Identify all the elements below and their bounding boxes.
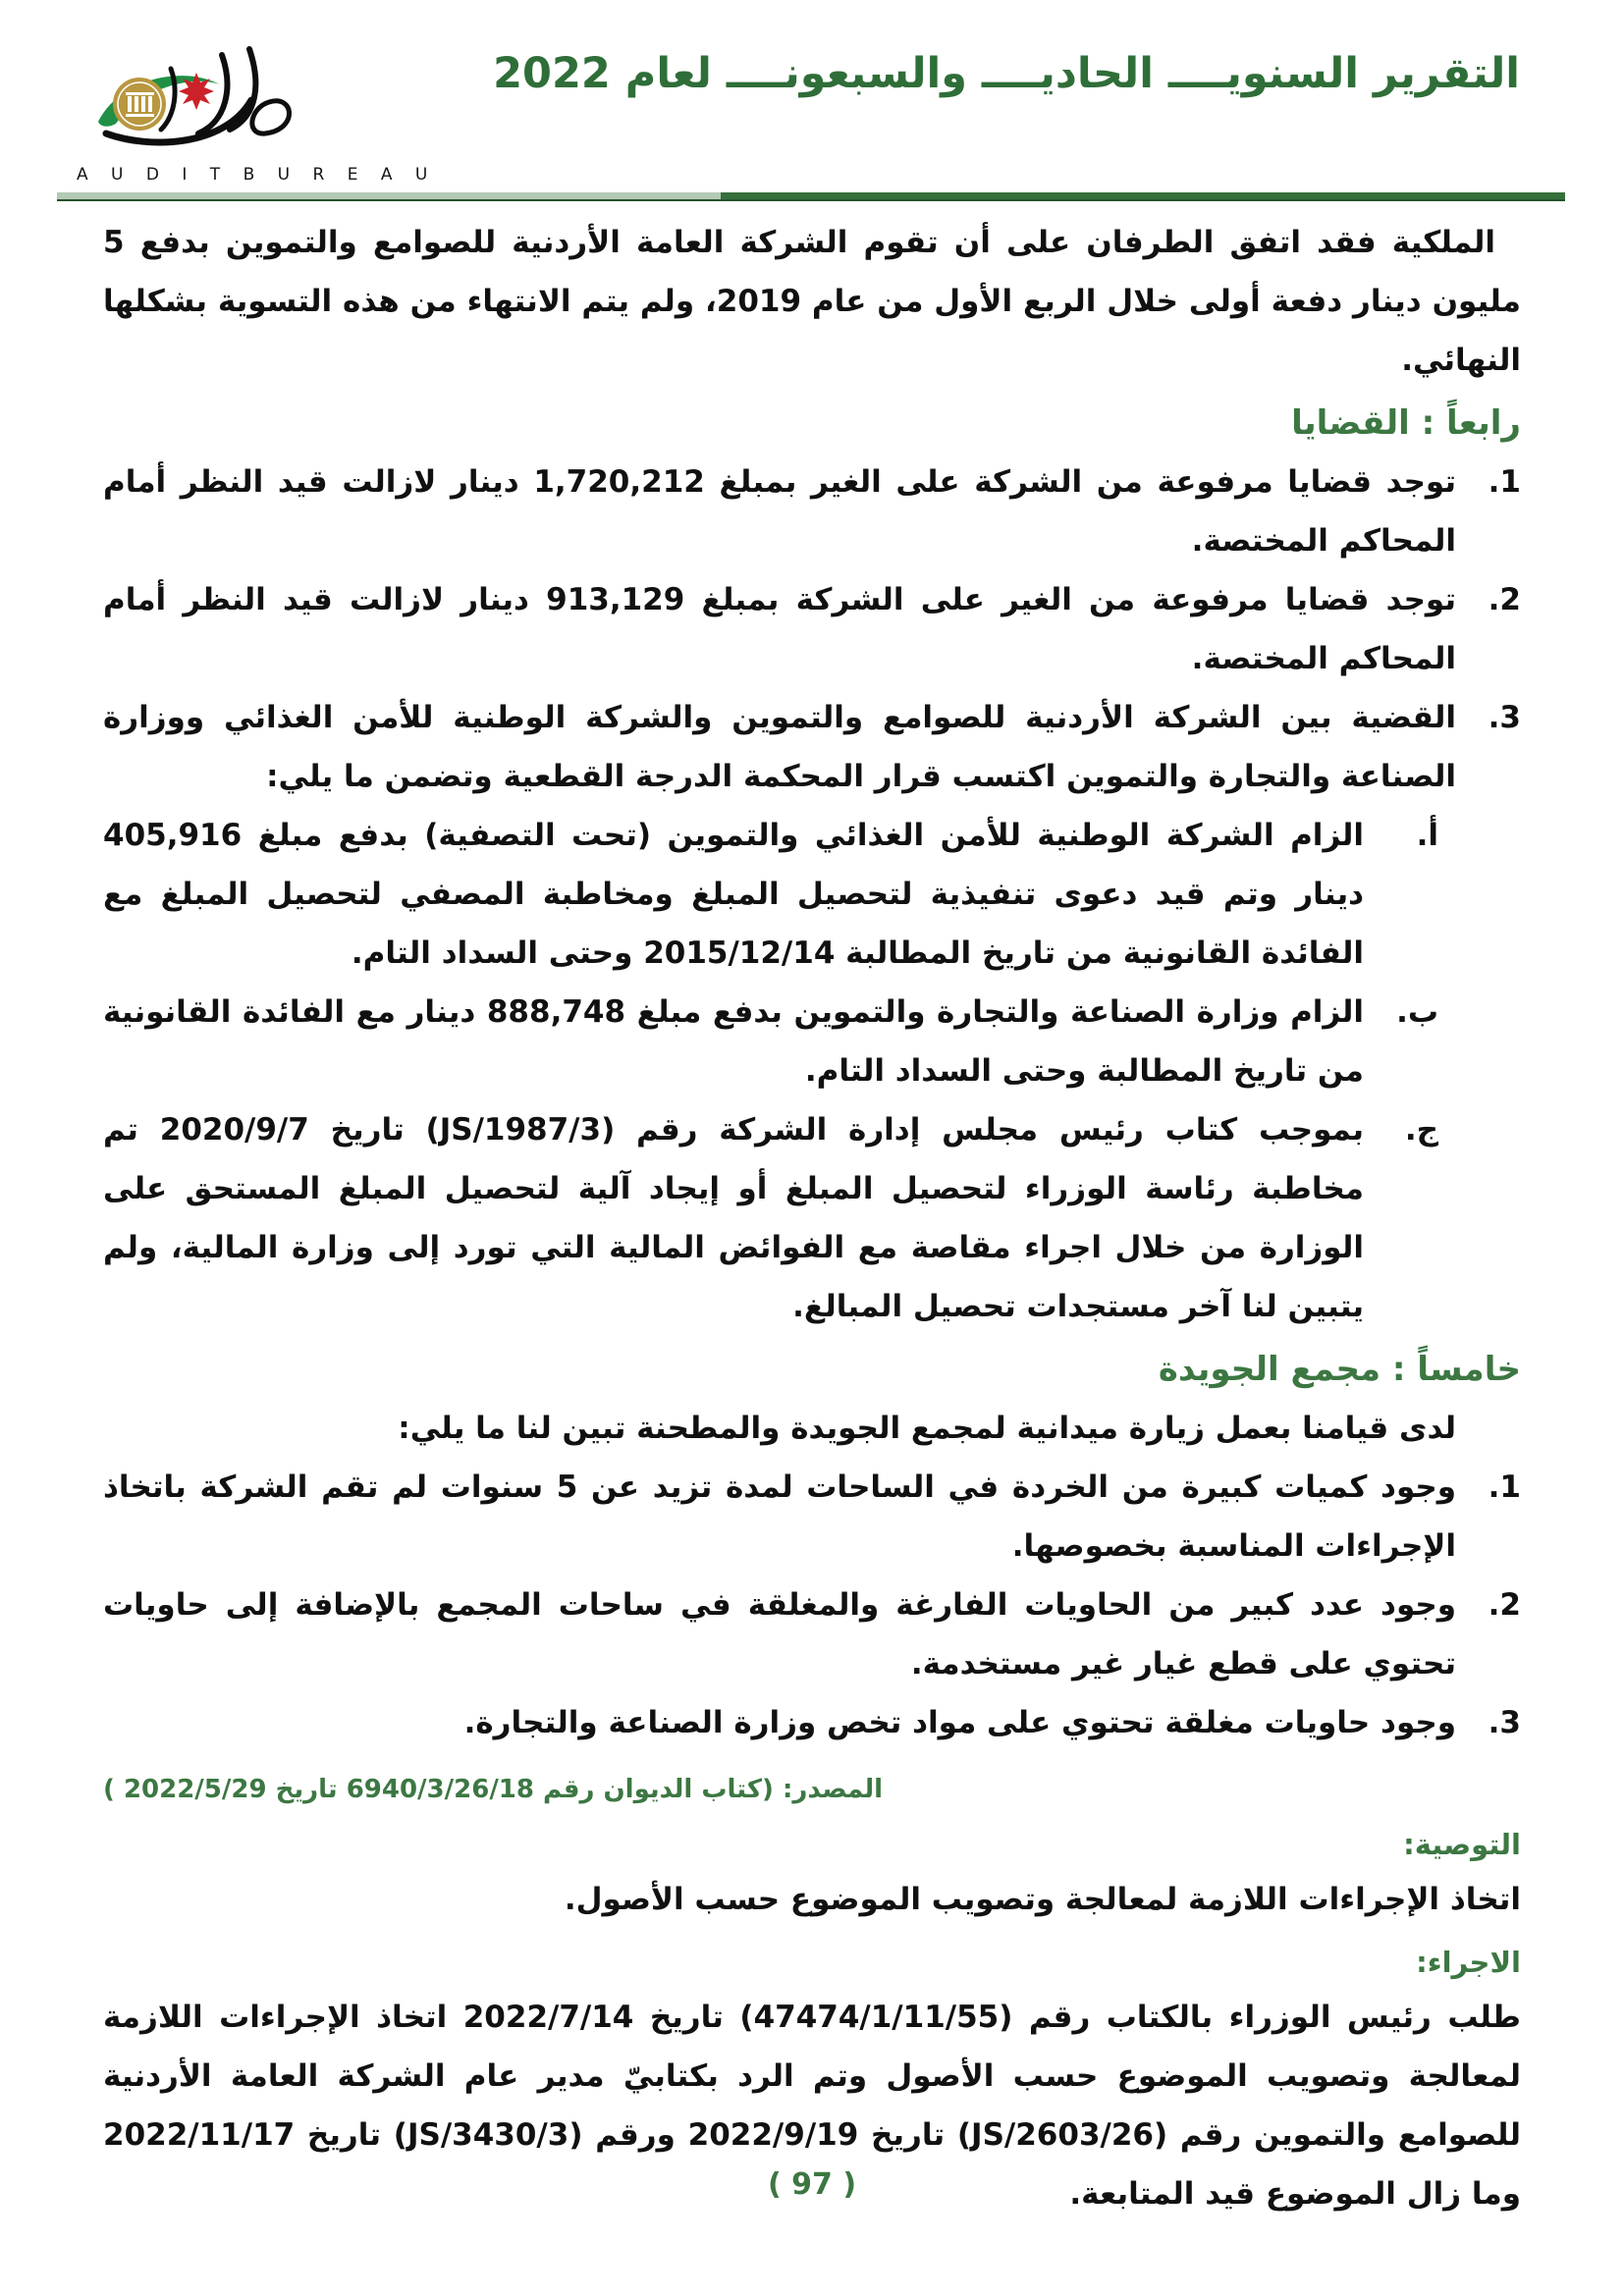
recommendation-text: اتخاذ الإجراءات اللازمة لمعالجة وتصويب الموضوع حسب الأصول. — [564, 1882, 1521, 1917]
list-item — [103, 453, 1521, 570]
logo-gold-seal — [113, 78, 166, 131]
sub-list-item-text: الزام وزارة الصناعة والتجارة والتموين بدفع مبلغ 888,748 دينار مع الفائدة القانونية من تاريخ المطالبة وحتى السداد التام. — [103, 994, 1364, 1089]
list-item-text: القضية بين الشركة الأردنية للصوامع والتموين والشركة الوطنية للأمن الغذائي ووزارة الصناعة والتجارة والتموين اكتسب قرار المحكمة الدرجة القطعية وتضمن ما يلي: — [103, 700, 1456, 794]
list-item-text: توجد قضايا مرفوعة من الشركة على الغير بمبلغ 1,720,212 دينار لازالت قيد النظر أمام المحاكم المختصة. — [103, 464, 1457, 559]
list-item-marker: 1. — [1488, 464, 1521, 500]
section-heading-juwaideh-complex: خامساً : مجمع الجويدة — [1158, 1350, 1521, 1389]
list-item — [103, 688, 1521, 806]
list-item-marker: 1. — [1488, 1469, 1521, 1505]
report-title: التقرير السنويــــ الحاديــــ والسبعونــــ لعام 2022 — [493, 49, 1520, 98]
cases-list — [103, 453, 1521, 1336]
header-divider-rule — [57, 192, 1565, 201]
list-item — [103, 1458, 1521, 1575]
list-item-marker: 2. — [1488, 1587, 1521, 1623]
sub-list-item — [103, 1100, 1438, 1336]
list-item — [103, 1575, 1521, 1693]
section-heading-cases: رابعاً : القضايا — [1291, 403, 1521, 443]
list-item-text: وجود كميات كبيرة من الخردة في الساحات لمدة تزيد عن 5 سنوات لم تقم الشركة باتخاذ الإجراءات المناسبة بخصوصها. — [103, 1469, 1457, 1564]
list-item-marker: 3. — [1488, 1705, 1521, 1740]
list-item — [103, 1693, 1521, 1752]
list-item-text: توجد قضايا مرفوعة من الغير على الشركة بمبلغ 913,129 دينار لازالت قيد النظر أمام المحاكم المختصة. — [103, 582, 1456, 676]
cases-sub-list — [103, 806, 1521, 1336]
sub-list-item-marker: ب. — [1396, 994, 1438, 1030]
logo-graphic — [77, 39, 312, 159]
action-heading: الاجراء: — [1416, 1946, 1521, 1979]
logo-english-text: A U D I T B U R E A U — [77, 165, 437, 185]
page-number: ( 97 ) — [767, 2167, 857, 2202]
sub-list-item-marker: أ. — [1416, 818, 1438, 853]
action-text: طلب رئيس الوزراء بالكتاب رقم (47474/1/11/55) تاريخ 2022/7/14 اتخاذ الإجراءات اللازمة لمعالجة وتصويب الموضوع حسب الأصول وتم الرد بكتابيّ مدير عام الشركة العامة الأردنية للصوامع والتموين رقم (2603/26/JS) تاريخ 2022/9/19 ورقم (3430/3/JS) تاريخ 2022/11/17 وما زال الموضوع قيد المتابعة. — [103, 2000, 1521, 2212]
sub-list-item-marker: ج. — [1404, 1112, 1438, 1148]
page-header — [0, 0, 1624, 192]
list-item-text: وجود حاويات مغلقة تحتوي على مواد تخص وزارة الصناعة والتجارة. — [463, 1705, 1456, 1740]
list-item — [103, 570, 1521, 688]
sub-list-item — [103, 983, 1438, 1100]
field-visit-intro: لدى قيامنا بعمل زيارة ميدانية لمجمع الجويدة والمطحنة تبين لنا ما يلي: — [398, 1411, 1456, 1446]
page-content — [0, 201, 1624, 2223]
list-item-text: وجود عدد كبير من الحاويات الفارغة والمغلقة في ساحات المجمع بالإضافة إلى حاويات تحتوي على قطع غيار غير مستخدمة. — [103, 1587, 1456, 1682]
sub-list-item-text: بموجب كتاب رئيس مجلس إدارة الشركة رقم (1987/3/JS) تاريخ 2020/9/7 تم مخاطبة رئاسة الوزراء لتحصيل المبلغ أو إيجاد آلية لتحصيل المبلغ المستحق على الوزارة من خلال اجراء مقاصة مع الفوائض المالية التي تورد إلى وزارة المالية، ولم يتبين لنا آخر مستجدات تحصيل المبالغ. — [103, 1112, 1364, 1324]
list-item-marker: 3. — [1488, 700, 1521, 735]
recommendation-heading: التوصية: — [1403, 1828, 1521, 1861]
sub-list-item-text: الزام الشركة الوطنية للأمن الغذائي والتموين (تحت التصفية) بدفع مبلغ 405,916 دينار وتم قيد دعوى تنفيذية لتحصيل المبلغ ومخاطبة المصفي لتحصيل المبلغ مع الفائدة القانونية من تاريخ المطالبة 2015/12/14 وحتى السداد التام. — [103, 818, 1364, 971]
intro-paragraph: الملكية فقد اتفق الطرفان على أن تقوم الشركة العامة الأردنية للصوامع والتموين بدفع 5 مليون دينار دفعة أولى خلال الربع الأول من عام 2019، ولم يتم الانتهاء من هذه التسوية بشكلها النهائي. — [103, 225, 1521, 378]
findings-list — [103, 1458, 1521, 1752]
audit-bureau-logo — [77, 39, 437, 185]
source-citation: المصدر: (كتاب الديوان رقم 6940/3/26/18 تاريخ 2022/5/29 ) — [103, 1775, 884, 1804]
sub-list-item — [103, 806, 1438, 983]
list-item-marker: 2. — [1488, 582, 1521, 617]
